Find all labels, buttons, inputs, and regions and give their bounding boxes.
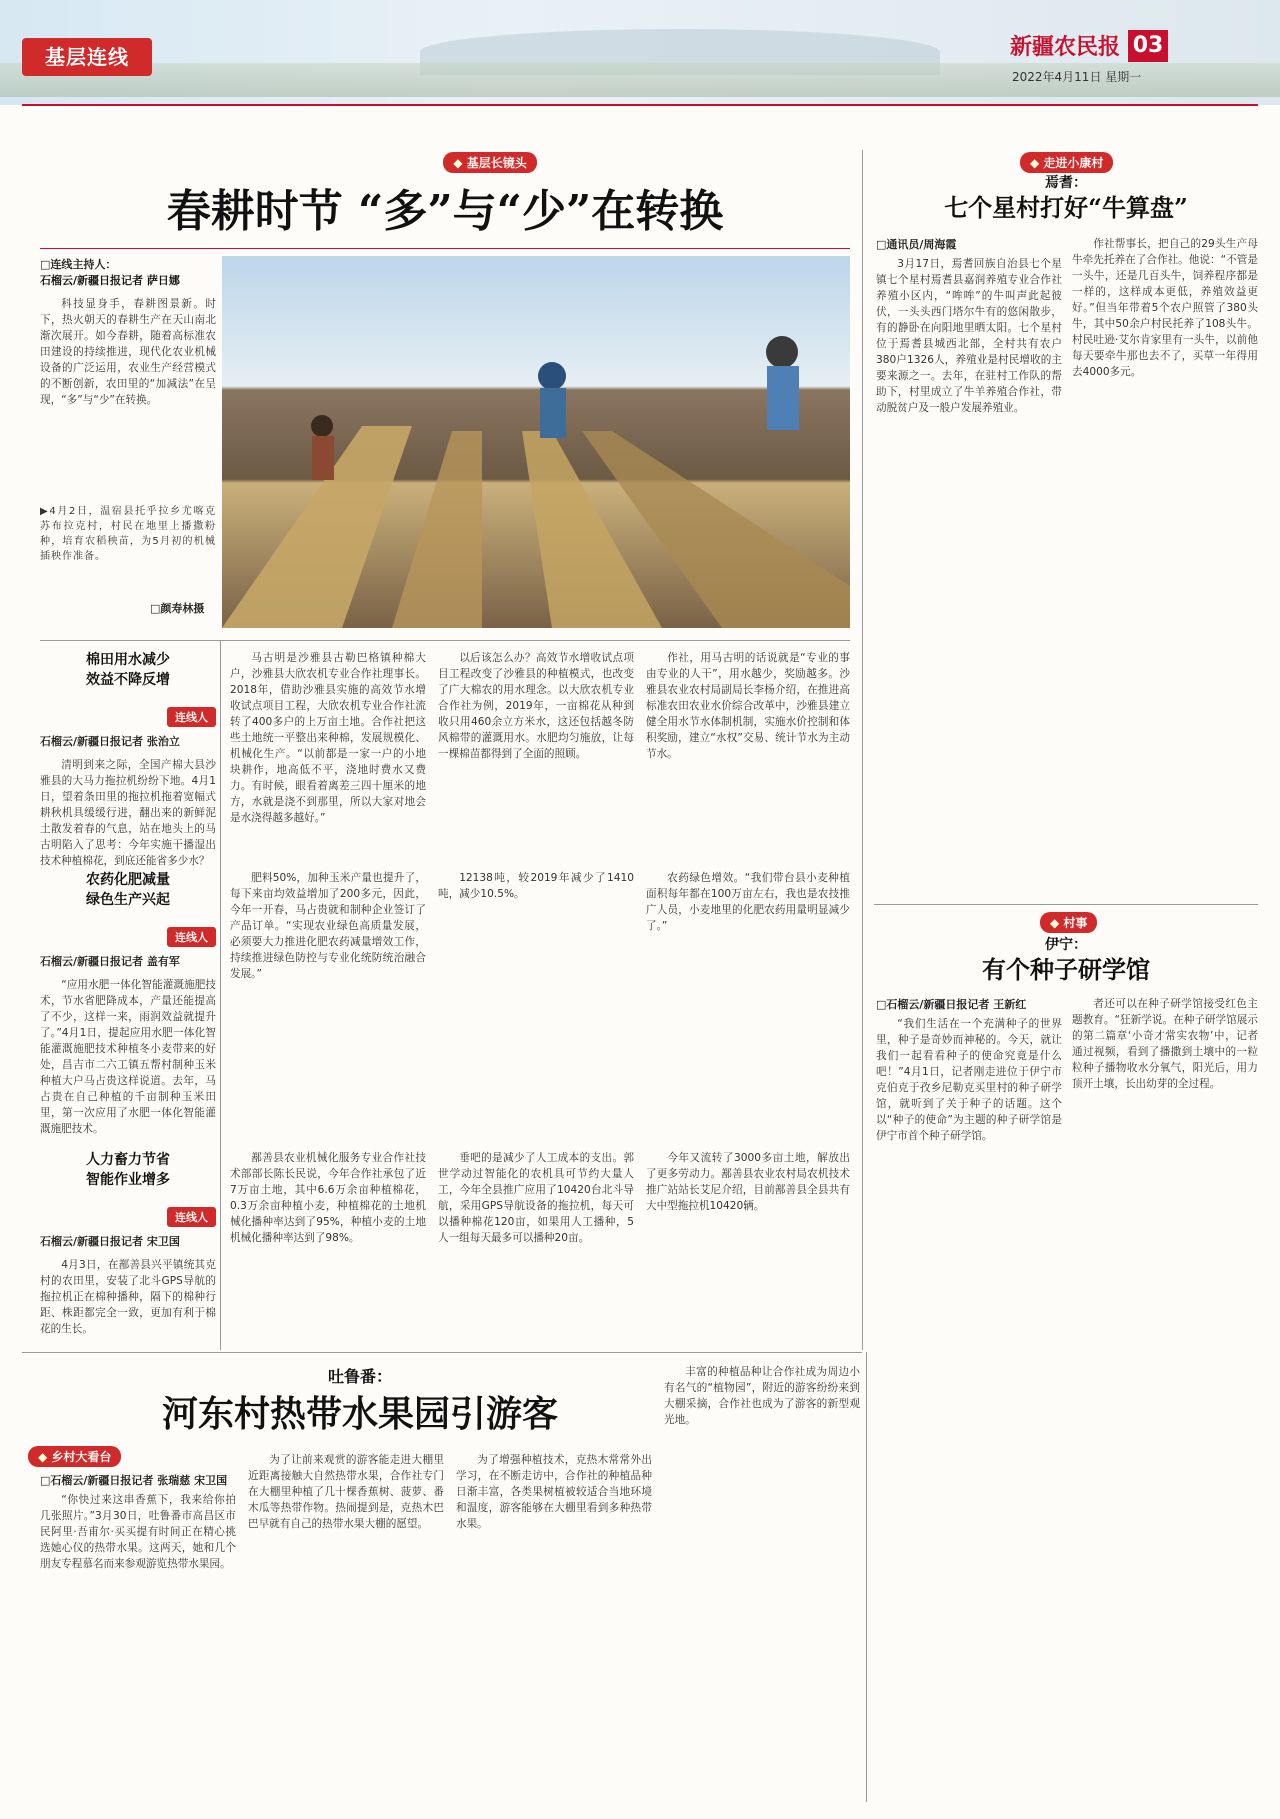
bottom-rule	[22, 1352, 862, 1353]
lead-col-4: 肥料50%，加种玉米产量也提升了，每下来亩均效益增加了200多元，因此，今年一开春，马占贵就和制种企业签订了产品订单。“实现农业绿色高质量发展，必须要大力推进化肥农药减量增效工作，持续推进绿色防控与专业化统防统治融合发展。”	[230, 872, 426, 980]
sidebar-item-1-title1: 棉田用水减少	[86, 652, 170, 668]
newspaper-brand: 新疆农民报	[1010, 34, 1121, 60]
lead-photo	[222, 256, 850, 628]
page-number: 03	[1128, 30, 1168, 62]
right-kicker: ◆ 走进小康村	[1020, 152, 1113, 173]
sidebar-item-3-title1: 人力畜力节省	[86, 1152, 170, 1168]
lead-photo-field-illustration	[222, 256, 850, 628]
header-rule	[22, 104, 1258, 106]
lead-photo-rule	[40, 640, 850, 641]
lead-col-3: 作社，用马古明的话说就是“专业的事由专业的人干”，用水越少，奖励越多。沙雅县农业农村局副局长李杨介绍，在推进高标准农田农业水价综合改革中，沙雅县建立健全用水节水体制机制，实施水价控制和体积奖励，建立“水权”交易、统计节水为主动节水。	[646, 652, 850, 760]
sidebar-item-3-title2: 智能作业增多	[86, 1172, 170, 1188]
right-pre-title: 焉耆：	[1045, 175, 1087, 191]
sidebar-item-1-byline: 石榴云/新疆日报记者 张治立	[40, 735, 180, 748]
bottom-col-3: 为了增强种植技术，克热木常常外出学习，在不断走访中，合作社的种植品种日渐丰富，各类果树植被较适合当地环境和温度，游客能够在大棚里看到多种热带水果。	[456, 1454, 652, 1530]
lead-col-7: 鄯善县农业机械化服务专业合作社技术部部长陈长民说，今年合作社承包了近7万亩土地，其中6.6万余亩种植棉花，0.3万余亩种植小麦，种植棉花的土地机械化播种率达到了95%，种植小麦的土地机械化播种率达到了98%。	[230, 1152, 426, 1244]
bottom-col-2: 为了让前来观赏的游客能走进大棚里近距离接触大自然热带水果，合作社专门在大棚里种植了几十棵香蕉树、菠萝、番木瓜等热带作物。热闹提到是，克热木巴巴早就有自己的热带水果大棚的愿望。	[248, 1454, 444, 1530]
right-byline: □通讯员/周海霞	[876, 238, 957, 251]
sidebar-item-2	[40, 870, 216, 1177]
right-col-1: 3月17日，焉耆回族自治县七个星镇七个星村焉耆县嘉润养殖专业合作社养殖小区内，“哞哞”的牛叫声此起彼伏，一头头西门塔尔牛有的悠闲散步，有的静卧在向阳地里晒太阳。七个星村位于焉耆县城西北部，全村共有农户380户1326人，养殖业是村民增收的主要来源之一。去年，在驻村工作队的帮助下，村里成立了牛羊养殖合作社，带动脱贫户及一般户发展养殖业。	[876, 258, 1062, 414]
lead-host-label: □连线主持人：	[40, 258, 117, 271]
bottom-right-divider	[866, 1352, 867, 1802]
village-byline: □石榴云/新疆日报记者 王新红	[876, 998, 1027, 1011]
lead-headline: 春耕时节 “多”与“少”在转换	[166, 186, 724, 237]
bottom-col-1: “你快过来这串香蕉下，我来给你拍几张照片。”3月30日，吐鲁番市高昌区市民阿里·吾甫尔·买买提有时间正在精心挑选她心仪的热带水果。这两天，她和几个朋友专程慕名而来参观游览热带水果园。	[40, 1494, 236, 1570]
village-title: 有个种子研学馆	[982, 955, 1150, 984]
village-rule	[874, 904, 1258, 905]
sidebar-item-2-byline: 石榴云/新疆日报记者 盖有军	[40, 955, 180, 968]
bottom-col-4: 丰富的种植品种让合作社成为周边小有名气的“植物园”，附近的游客纷纷来到大棚采摘，合作社也成为了游客的新型观光地。	[664, 1366, 860, 1426]
lead-title-rule	[40, 248, 850, 249]
sidebar-item-2-text: “应用水肥一体化智能灌溉施肥技术，节水省肥降成本，产量还能提高了不少，这样一来，雨润效益就提升了。”4月1日，提起应用水肥一体化智能灌溉施肥技术种植冬小麦带来的好处，昌吉市二六工镇五帮村制种玉米种植大户马占贵这样说道。去年，马占贵在自己种植的千亩制种玉米田里，第一次应用了水肥一体化智能灌溉施肥技术。	[40, 979, 216, 1135]
village-pre-title: 伊宁：	[1045, 937, 1087, 953]
sidebar-item-3-tag: 连线人	[167, 1207, 216, 1227]
village-kicker: ◆ 村事	[1040, 912, 1097, 933]
bottom-pre-title: 吐鲁番：	[327, 1367, 392, 1386]
section-label: 基层连线	[22, 38, 152, 76]
lead-photo-credit: □颜寿林摄	[150, 602, 205, 615]
lead-intro: 科技显身手，春耕图景新。时下，热火朝天的春耕生产在天山南北渐次展开。如今春耕，随着高标准农田建设的持续推进，现代化农业机械设备的广泛运用，农业生产经营模式的不断创新，农田里的“加减法”在呈现，“多”与“少”在转换。	[40, 298, 216, 406]
sidebar-item-1	[40, 650, 216, 907]
lead-host-names: 石榴云/新疆日报记者 萨日娜	[40, 274, 180, 287]
bottom-title: 河东村热带水果园引游客	[161, 1393, 558, 1435]
sidebar-item-1-text: 清明到来之际，全国产棉大县沙雅县的大马力拖拉机纷纷下地。4月1日，望着条田里的拖拉机拖着宽幅式耕秋机具缓缓行进，翻出来的新鲜泥土散发着春的气息，站在地头上的马古明陷入了思考：今年实施干播湿出技术种植棉花，到底还能省多少水？	[40, 759, 216, 867]
sidebar-item-2-title1: 农药化肥减量	[86, 872, 170, 888]
bottom-kicker: ◆ 乡村大看台	[28, 1446, 121, 1467]
lead-col-1: 马古明是沙雅县古勒巴格镇种棉大户，沙雅县大欣农机专业合作社理事长。2018年，借助沙雅县实施的高效节水增收试点项目工程，大欣农机专业合作社流转了400多户的上万亩土地。合作社把这些土地统一平整出来种棉，发展规模化、机械化生产。“以前都是一家一户的小地块耕作，地高低不平，浇地时费水又费力。有时候，眼看着离差三四十厘米的地方，水就是浇不到那里，所以大家对地会是水浇得越多越好。”	[230, 652, 426, 824]
lead-col-9: 今年又流转了3000多亩土地，解放出了更多劳动力。鄯善县农业农村局农机技术推广站站长艾尼介绍，目前鄯善县全县共有大中型拖拉机10420辆。	[646, 1152, 850, 1212]
lead-photo-caption: ▶4月2日，温宿县托乎拉乡尤喀克苏布拉克村，村民在地里上播撒粉种，培育农稻秧苗，为5月初的机械插秧作准备。	[40, 506, 216, 562]
sidebar-item-3-byline: 石榴云/新疆日报记者 宋卫国	[40, 1235, 180, 1248]
village-col-2: 者还可以在种子研学馆接受红色主题教育。“狂新学说。在种子研学馆展示的第二篇章‘小奇才常实农物’中，记者通过视频，看到了播撒到土壤中的一粒粒种子播物收水分氧气，阳光后，用力顶开土壤，长出幼芽的全过程。	[1072, 998, 1258, 1090]
lead-col-8: 垂吧的是减少了人工成本的支出。郭世学动过智能化的农机具可节约大量人工，今年全县推广应用了10420台北斗导航，采用GPS导航设备的拖拉机，每天可以播种棉花120亩，如果用人工播种，5人一组每天最多可以播种20亩。	[438, 1152, 634, 1244]
sidebar-item-2-title2: 绿色生产兴起	[86, 892, 170, 908]
lead-col-5: 12138吨，较2019年减少了1410吨，减少10.5%。	[438, 872, 634, 900]
village-col-1: “我们生活在一个充满种子的世界里，种子是奇妙而神秘的。今天，就让我们一起看看种子的使命究竟是什么吧！”4月1日，记者刚走进位于伊宁市克伯克于孜乡尼勒克买里村的种子研学馆，就听到了关于种子的话题。这个以“种子的使命”为主题的种子研学馆是伊宁市首个种子研学馆。	[876, 1018, 1062, 1142]
lead-col-6: 农药绿色增效。“我们带台县小麦种植面积每年都在100万亩左右，我也是农技推广人员，小麦地里的化肥农药用量明显减少了。”	[646, 872, 850, 932]
right-col-2: 作社帮事长，把自己的29头生产母牛牵先托养在了合作社。他说：“不管是一头牛，还是几百头牛，饲养程序都是一样的，这样成本更低，养殖效益更好。”但当年带着5个农户照管了380头牛，其中50余户村民托养了108头牛。村民吐逊·艾尔肯家里有一头牛，以前他每天要牵牛那也去不了，买草一年得用去4000多元。	[1072, 238, 1258, 378]
sidebar-item-3	[40, 1150, 216, 1337]
right-title: 七个星村打好“牛算盘”	[944, 193, 1188, 222]
sidebar-item-1-tag: 连线人	[167, 707, 216, 727]
bottom-byline: □石榴云/新疆日报记者 张瑞慈 宋卫国	[40, 1474, 228, 1487]
lead-kicker: ◆ 基层长镜头	[443, 152, 536, 173]
issue-date: 2022年4月11日 星期一	[1012, 70, 1142, 84]
sidebar-item-3-text: 4月3日，在鄯善县兴平镇统其克村的农田里，安装了北斗GPS导航的拖拉机正在棉种播种，隔下的棉种行距、株距都完全一致，更加有利于棉花的生长。	[40, 1259, 216, 1335]
column-divider	[220, 640, 221, 1350]
sidebar-item-2-tag: 连线人	[167, 927, 216, 947]
lead-col-2: 以后该怎么办？高效节水增收试点项目工程改变了沙雅县的种植模式，也改变了广大棉农的用水理念。以大欣农机专业合作社为例，2019年，一亩棉花从种到收只用460余立方米水，这还包括越冬防风棉带的灌溉用水。水肥均匀施放，让每一棵棉苗都得到了全面的照顾。	[438, 652, 634, 760]
sidebar-item-1-title2: 效益不降反增	[86, 672, 170, 688]
right-column-divider	[862, 150, 863, 1350]
